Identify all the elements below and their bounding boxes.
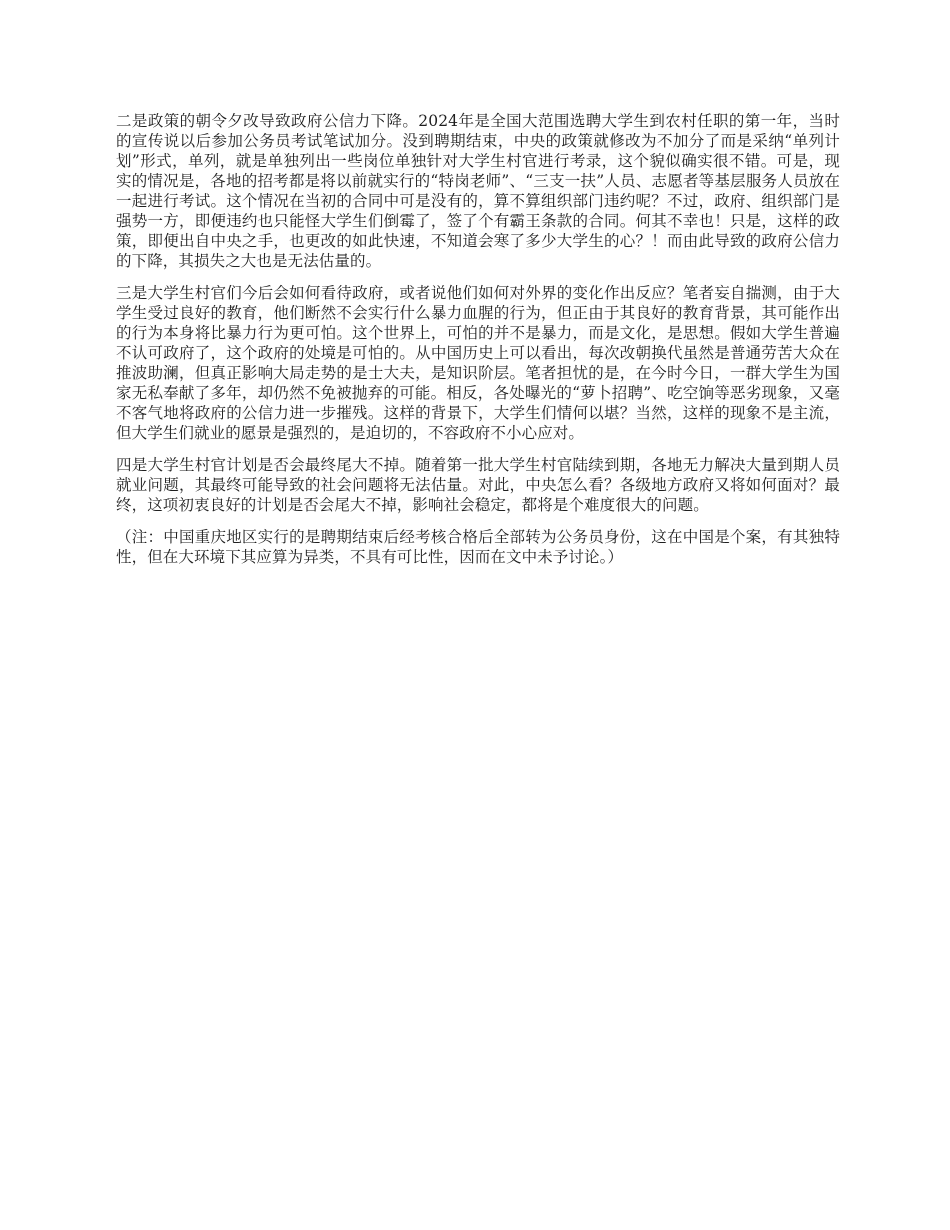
paragraph-program-sustainability: 四是大学生村官计划是否会最终尾大不掉。随着第一批大学生村官陆续到期，各地无力解决大量到期人员就业问题，其最终可能导致的社会问题将无法估量。对此，中央怎么看？各级地方政府又将如何面对？最终，这项初衷良好的计划是否会尾大不掉，影响社会稳定，都将是个难度很大的问题。 <box>116 456 840 514</box>
paragraph-village-officials-view: 三是大学生村官们今后会如何看待政府，或者说他们如何对外界的变化作出反应？笔者妄自揣测，由于大学生受过良好的教育，他们断然不会实行什么暴力血腥的行为，但正由于其良好的教育背景，其可能作出的行为本身将比暴力行为更可怕。这个世界上，可怕的并不是暴力，而是文化，是思想。假如大学生普遍不认可政府了，这个政府的处境是可怕的。从中国历史上可以看出，每次改朝换代虽然是普通劳苦大众在推波助澜，但真正影响大局走势的是士大夫，是知识阶层。笔者担忧的是，在今时今日，一群大学生为国家无私奉献了多年，却仍然不免被抛弃的可能。相反，各处曝光的“萝卜招聘”、吃空饷等恶劣现象，又毫不客气地将政府的公信力进一步摧残。这样的背景下，大学生们情何以堪？当然，这样的现象不是主流，但大学生们就业的愿景是强烈的，是迫切的，不容政府不小心应对。 <box>116 284 840 442</box>
paragraph-policy-credibility: 二是政策的朝令夕改导致政府公信力下降。2024年是全国大范围选聘大学生到农村任职的第一年，当时的宣传说以后参加公务员考试笔试加分。没到聘期结束，中央的政策就修改为不加分了而是采纳“单列计划”形式，单列，就是单独列出一些岗位单独针对大学生村官进行考录，这个貌似确实很不错。可是，现实的情况是，各地的招考都是将以前就实行的“特岗老师”、“三支一扶”人员、志愿者等基层服务人员放在一起进行考试。这个情况在当初的合同中可是没有的，算不算组织部门违约呢？不过，政府、组织部门是强势一方，即便违约也只能怪大学生们倒霉了，签了个有霸王条款的合同。何其不幸也！只是，这样的政策，即便出自中央之手，也更改的如此快速，不知道会寒了多少大学生的心？！而由此导致的政府公信力的下降，其损失之大也是无法估量的。 <box>116 112 840 270</box>
document-body <box>116 111 840 579</box>
paragraph-footnote: （注：中国重庆地区实行的是聘期结束后经考核合格后全部转为公务员身份，这在中国是个案，有其独特性，但在大环境下其应算为异类，不具有可比性，因而在文中未予讨论。） <box>116 528 840 566</box>
